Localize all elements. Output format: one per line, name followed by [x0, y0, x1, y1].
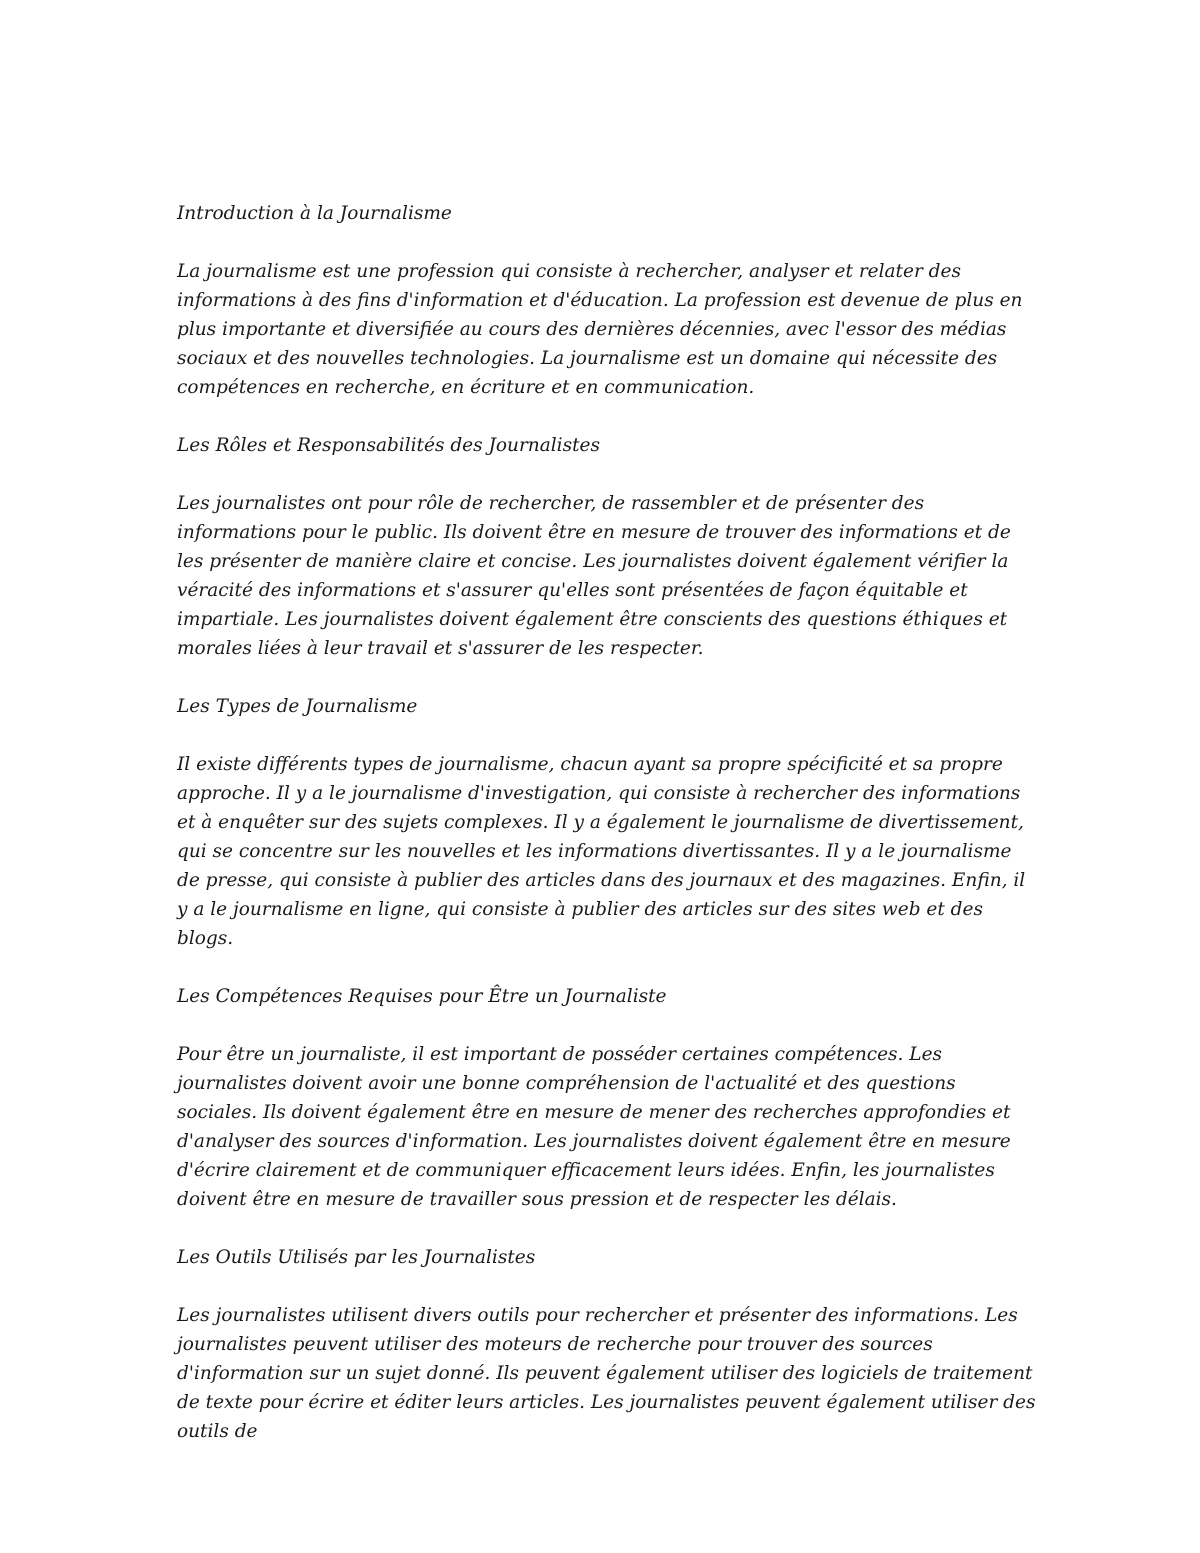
section-heading-roles: Les Rôles et Responsabilités des Journalistes	[177, 435, 600, 456]
section-paragraph-outils: Les journalistes utilisent divers outils pour rechercher et présenter des informations. Les journalistes peuvent utiliser des moteurs de recherche pour trouver des sources d'information sur un sujet donné. Ils peuvent également utiliser des logiciels de traitement de texte pour écrire et éditer leurs articles. Les journalistes peuvent également utiliser des outils de	[177, 1305, 1036, 1442]
section-paragraph-introduction: La journalisme est une profession qui consiste à rechercher, analyser et relater des informations à des fins d'information et d'éducation. La profession est devenue de plus en plus importante et diversifiée au cours des dernières décennies, avec l'essor des médias sociaux et des nouvelles technologies. La journalisme est un domaine qui nécessite des compétences en recherche, en écriture et en communication.	[177, 261, 1023, 398]
document-body	[177, 199, 1037, 1475]
section-heading-types: Les Types de Journalisme	[177, 696, 418, 717]
section-paragraph-types: Il existe différents types de journalisme, chacun ayant sa propre spécificité et sa propre approche. Il y a le journalisme d'investigation, qui consiste à rechercher des informations et à enquêter sur des sujets complexes. Il y a également le journalisme de divertissement, qui se concentre sur les nouvelles et les informations divertissantes. Il y a le journalisme de presse, qui consiste à publier des articles dans des journaux et des magazines. Enfin, il y a le journalisme en ligne, qui consiste à publier des articles sur des sites web et des blogs.	[177, 754, 1026, 949]
section-heading-competences: Les Compétences Requises pour Être un Journaliste	[177, 986, 667, 1007]
section-paragraph-competences: Pour être un journaliste, il est important de posséder certaines compétences. Les journalistes doivent avoir une bonne compréhension de l'actualité et des questions sociales. Ils doivent également être en mesure de mener des recherches approfondies et d'analyser des sources d'information. Les journalistes doivent également être en mesure d'écrire clairement et de communiquer efficacement leurs idées. Enfin, les journalistes doivent être en mesure de travailler sous pression et de respecter les délais.	[177, 1044, 1011, 1210]
section-heading-introduction: Introduction à la Journalisme	[177, 203, 452, 224]
section-paragraph-roles: Les journalistes ont pour rôle de rechercher, de rassembler et de présenter des informations pour le public. Ils doivent être en mesure de trouver des informations et de les présenter de manière claire et concise. Les journalistes doivent également vérifier la véracité des informations et s'assurer qu'elles sont présentées de façon équitable et impartiale. Les journalistes doivent également être conscients des questions éthiques et morales liées à leur travail et s'assurer de les respecter.	[177, 493, 1011, 659]
section-heading-outils: Les Outils Utilisés par les Journalistes	[177, 1247, 536, 1268]
